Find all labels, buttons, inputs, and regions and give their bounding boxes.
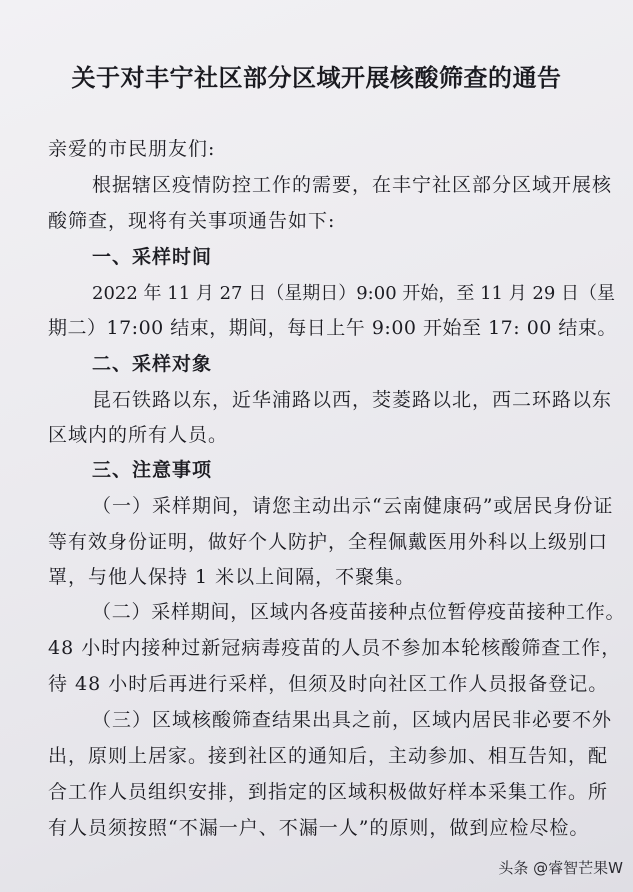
intro-line-1: 根据辖区疫情防控工作的需要，在丰宁社区部分区域开展核 [92,174,613,196]
time-line-2: 期二）17:00 结束，期间，每日上午 9:00 开始至 17: 00 结束。 [48,317,617,339]
section-heading-targets: 二、采样对象 [92,353,213,375]
time-line-1: 2022 年 11 月 27 日（星期日）9:00 开始，至 11 月 29 日（星 [92,283,616,304]
greeting: 亲爱的市民朋友们: [48,138,216,160]
targets-line-1: 昆石铁路以东，近华浦路以西，茭菱路以北，西二环路以东 [92,389,613,411]
targets-line-2: 区域内的所有人员。 [48,424,229,446]
section-heading-notes: 三、注意事项 [92,459,213,481]
note1-line-1: （一）采样期间，请您主动出示“云南健康码”或居民身份证 [92,495,614,517]
notice-title: 关于对丰宁社区部分区域开展核酸筛查的通告 [71,64,562,92]
note2-line-2: 48 小时内接种过新冠病毒疫苗的人员不参加本轮核酸筛查工作， [48,637,622,659]
note2-line-1: （二）采样期间，区域内各疫苗接种点位暂停疫苗接种工作。 [92,601,626,623]
intro-line-2: 酸筛查，现将有关事项通告如下: [48,210,336,232]
section-heading-time: 一、采样时间 [92,246,213,268]
note2-line-3: 待 48 小时后再进行采样，但须及时向社区工作人员报备登记。 [48,673,609,695]
note1-line-3: 罩，与他人保持 1 米以上间隔，不聚集。 [48,566,416,588]
watermark: 头条 @睿智芒果W [498,859,623,877]
note3-line-1: （三）区域核酸筛查结果出具之前，区域内居民非必要不外 [92,709,613,731]
note3-line-4: 有人员须按照“不漏一户、不漏一人”的原则，做到应检尽检。 [48,817,590,839]
note3-line-3: 合工作人员组织安排，到指定的区域积极做好样本采集工作。所 [48,781,609,803]
note1-line-2: 等有效身份证明，做好个人防护，全程佩戴医用外科以上级别口 [48,531,609,553]
note3-line-2: 出，原则上居家。接到社区的通知后，主动参加、相互告知，配 [48,745,609,767]
